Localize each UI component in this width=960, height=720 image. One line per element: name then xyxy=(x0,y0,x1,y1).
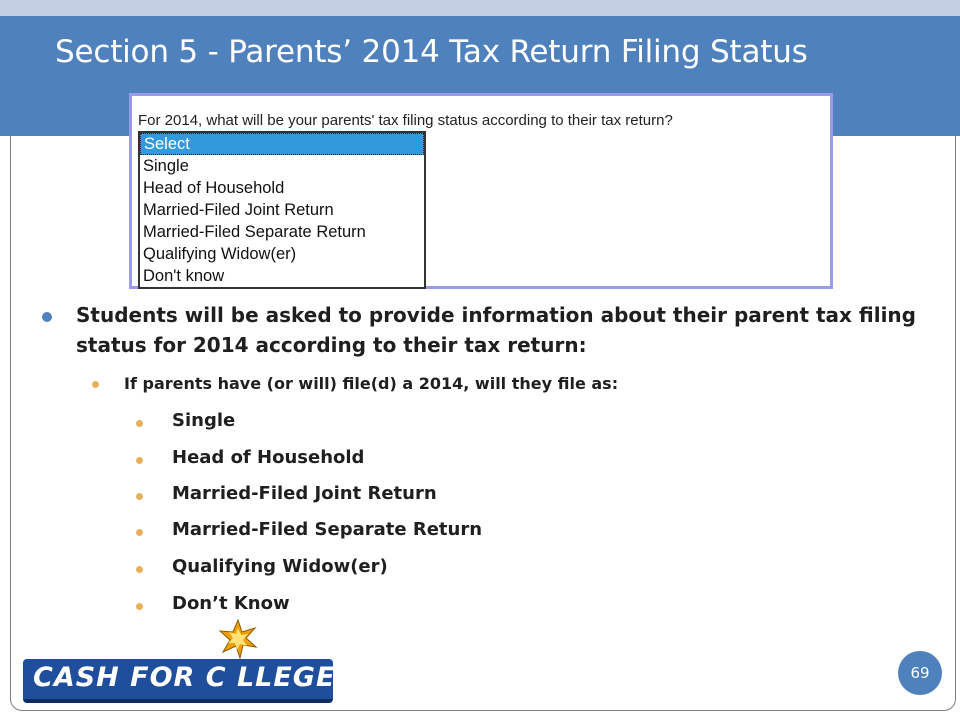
filing-status-select[interactable] xyxy=(138,131,426,289)
bullet-dot-icon xyxy=(136,457,143,464)
sub-bullet: If parents have (or will) file(d) a 2014, will they file as: xyxy=(124,374,619,393)
star-burst-icon xyxy=(218,619,258,659)
logo-bar xyxy=(23,659,336,703)
bullet-dot-icon xyxy=(42,312,52,322)
option-dont-know: Don’t Know xyxy=(172,593,290,614)
bullet-dot-icon xyxy=(136,603,143,610)
bullet-dot-icon xyxy=(92,381,99,388)
form-screenshot xyxy=(129,93,833,289)
select-option-select[interactable]: Select xyxy=(140,133,424,155)
main-bullet: Students will be asked to provide information about their parent tax filing status for 2014 according to their tax return: xyxy=(76,303,916,357)
option-single: Single xyxy=(172,410,236,431)
bullet-dot-icon xyxy=(136,493,143,500)
select-option-head-of-household[interactable]: Head of Household xyxy=(143,179,285,197)
bullet-dot-icon xyxy=(136,566,143,573)
cash-for-college-logo xyxy=(23,619,335,709)
bullet-dot-icon xyxy=(136,529,143,536)
select-option-single[interactable]: Single xyxy=(143,157,189,175)
page-number-badge: 69 xyxy=(898,651,942,695)
top-strip xyxy=(0,0,960,16)
select-option-dont-know[interactable]: Don't know xyxy=(143,267,225,285)
select-option-married-joint[interactable]: Married-Filed Joint Return xyxy=(143,201,334,219)
select-option-qualifying-widow[interactable]: Qualifying Widow(er) xyxy=(143,245,297,263)
option-qualifying-widow: Qualifying Widow(er) xyxy=(172,556,388,577)
option-married-separate: Married-Filed Separate Return xyxy=(172,519,483,540)
logo-text: CASH FOR C LLEGE xyxy=(33,662,336,693)
bullet-dot-icon xyxy=(136,420,143,427)
form-question: For 2014, what will be your parents' tax filing status according to their tax return? xyxy=(138,112,673,129)
slide-title: Section 5 - Parents’ 2014 Tax Return Filing Status xyxy=(55,34,808,70)
option-head-of-household: Head of Household xyxy=(172,447,365,468)
option-married-joint: Married-Filed Joint Return xyxy=(172,483,437,504)
select-option-married-separate[interactable]: Married-Filed Separate Return xyxy=(143,223,366,241)
